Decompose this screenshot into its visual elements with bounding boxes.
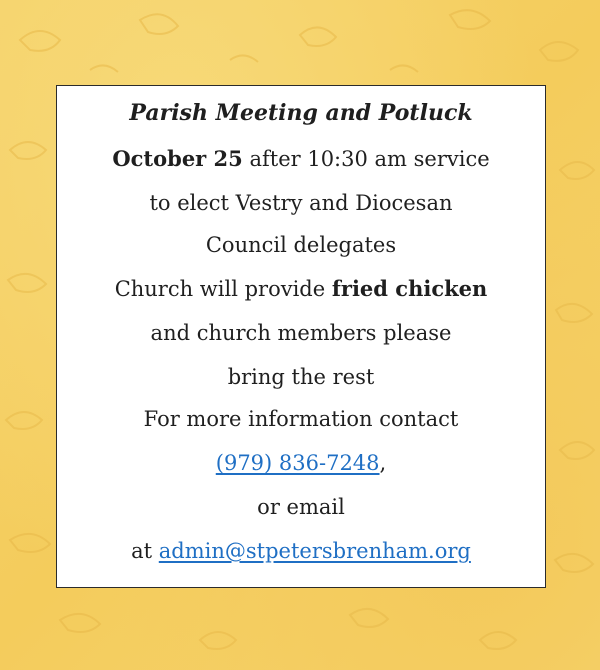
food-line-prefix: Church will provide — [114, 277, 332, 301]
phone-line — [57, 450, 545, 476]
phone-comma: , — [379, 451, 387, 475]
email-prefix: at — [131, 539, 159, 563]
purpose-line-1: to elect Vestry and Diocesan — [149, 191, 453, 215]
contact-intro: For more information contact — [143, 407, 459, 431]
food-line-1 — [57, 276, 545, 302]
event-time: after 10:30 am service — [242, 147, 490, 171]
phone-link[interactable]: (979) 836-7248 — [215, 451, 380, 475]
purpose-line-2: Council delegates — [205, 233, 397, 257]
food-line-3: bring the rest — [227, 365, 375, 389]
fried-chicken-text: fried chicken — [331, 276, 488, 301]
announcement-card — [56, 85, 546, 588]
email-line — [57, 538, 545, 564]
food-line-2: and church members please — [150, 321, 452, 345]
email-intro: or email — [257, 495, 345, 519]
email-link[interactable]: admin@stpetersbrenham.org — [158, 539, 471, 563]
event-date-line — [57, 146, 545, 172]
event-title: Parish Meeting and Potluck — [129, 100, 473, 126]
event-date: October 25 — [112, 146, 243, 171]
